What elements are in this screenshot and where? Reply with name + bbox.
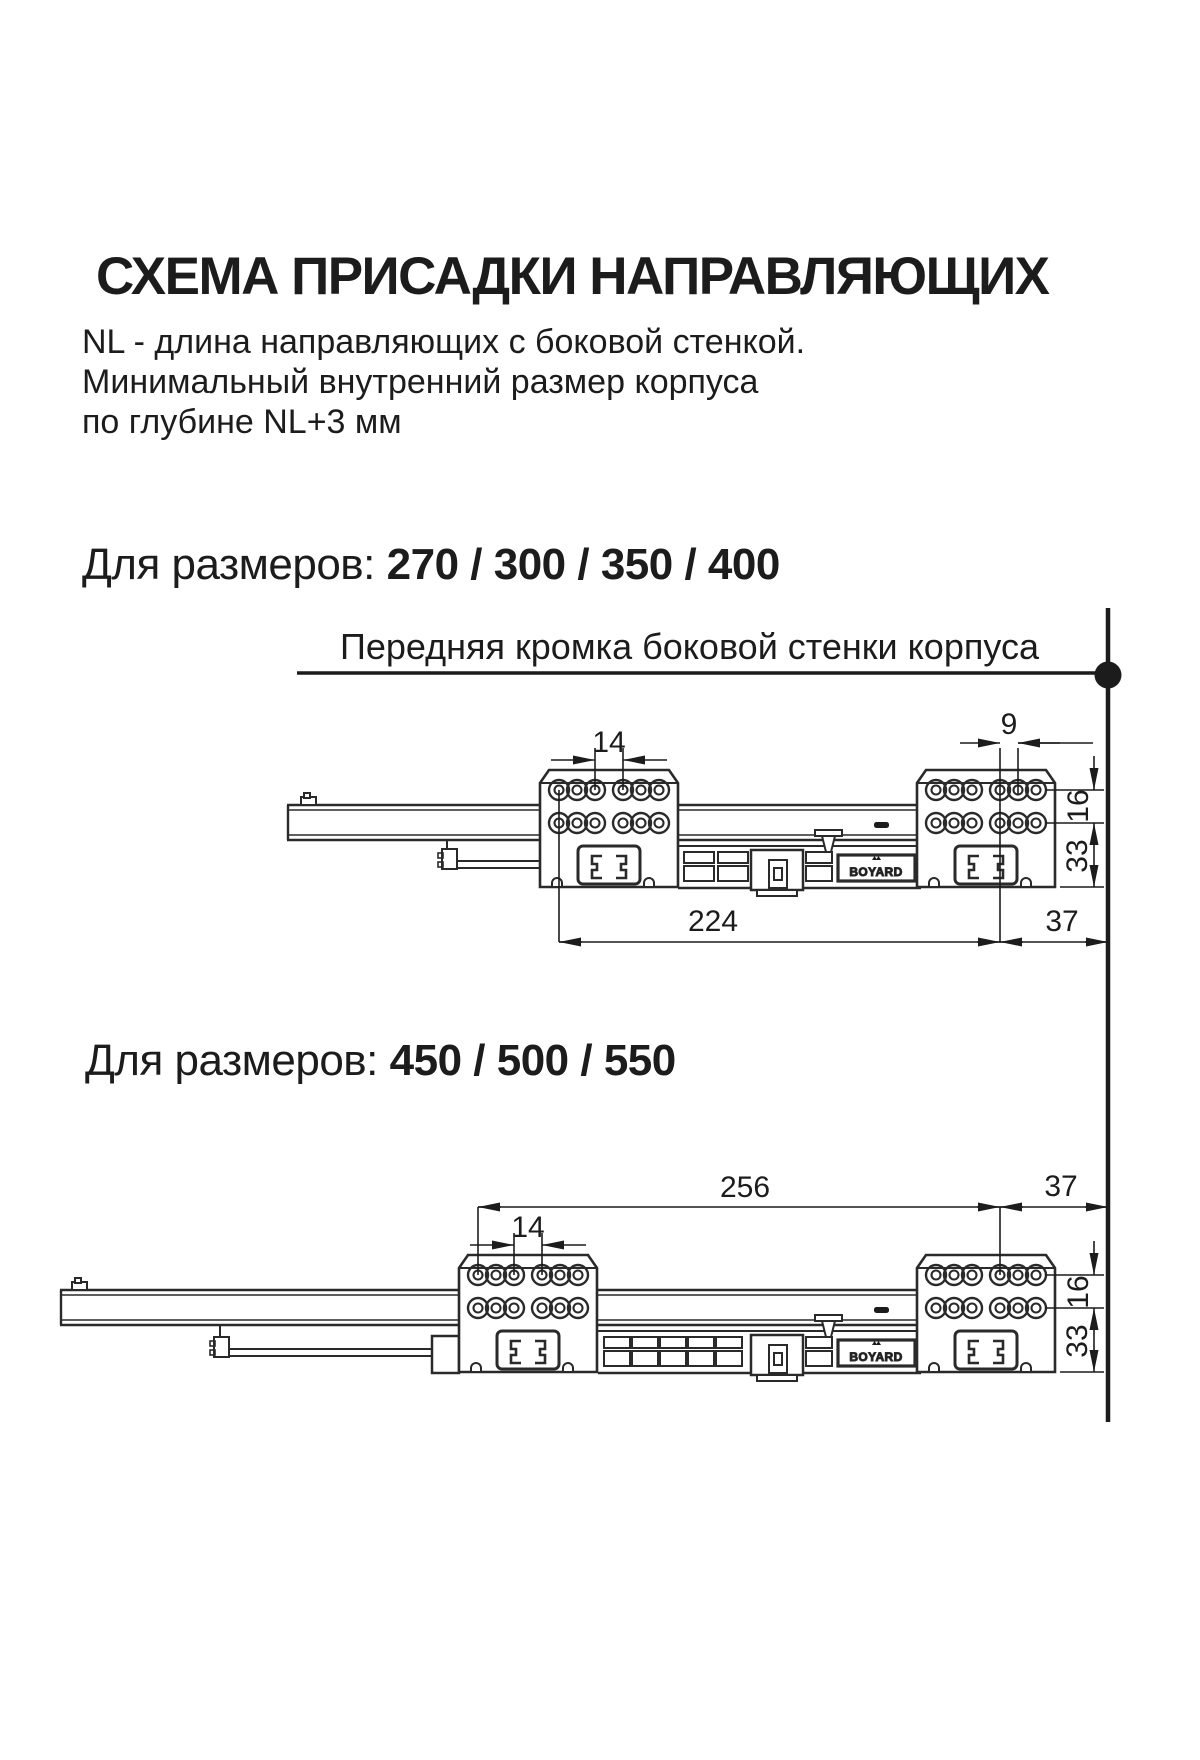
sizes-label-1: Для размеров: [82,540,375,589]
left-mounting-bracket [459,1255,597,1372]
dim-37-label: 37 [1044,1170,1078,1203]
drawing1-lower-member [438,840,540,869]
dim-14-label: 14 [592,726,626,759]
brand-logo-text: BOYARD [849,865,903,879]
sizes-label-2: Для размеров: [85,1036,378,1085]
right-mounting-bracket [917,1255,1055,1372]
drawing-2 [60,1170,1108,1381]
slide-lock-assembly [751,822,915,896]
left-mounting-bracket [540,770,678,887]
page-title: СХЕМА ПРИСАДКИ НАПРАВЛЯЮЩИХ [96,247,1049,306]
description-line-3: по глубине NL+3 мм [82,403,402,441]
drawing1-mechanism [678,822,921,896]
dim-33-label: 33 [1061,839,1094,873]
drawing2-mechanism [598,1307,921,1381]
dim-16-label: 16 [1062,789,1095,823]
sizes-values-2: 450 / 500 / 550 [389,1036,676,1085]
front-edge-node-dot [1095,662,1122,689]
drawing-1 [287,708,1108,942]
description-line-2: Минимальный внутренний размер корпуса [82,363,759,401]
brand-logo-text: BOYARD [849,1350,903,1364]
front-edge-label: Передняя кромка боковой стенки корпуса [340,626,1039,667]
description-line-1: NL - длина направляющих с боковой стенкой. [82,323,806,361]
dim-33-label: 33 [1061,1324,1094,1358]
dim-16-label: 16 [1062,1275,1095,1309]
drawing2-lower-member [210,1325,459,1373]
slide-lock-assembly [751,1307,915,1381]
right-mounting-bracket [917,770,1055,887]
sizes-values-1: 270 / 300 / 350 / 400 [386,540,780,589]
dim-224-label: 224 [687,905,739,938]
dim-256-label: 256 [719,1171,771,1204]
dim-37-label: 37 [1045,905,1079,938]
dim-9-label: 9 [1000,708,1018,741]
dim-14-label: 14 [511,1211,545,1244]
